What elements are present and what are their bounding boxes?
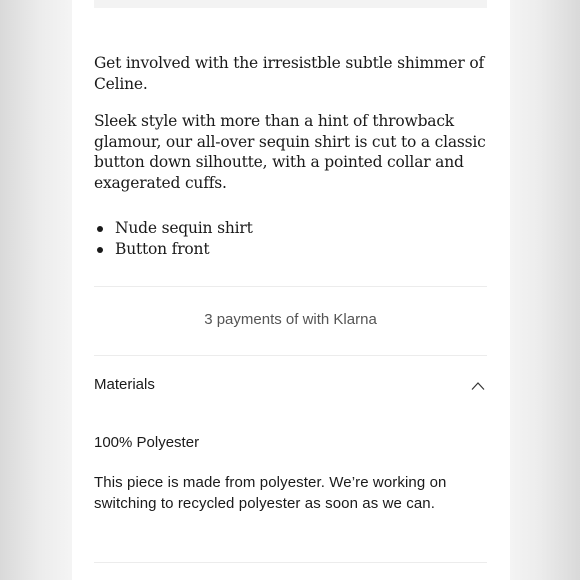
- material-note: This piece is made from polyester. We’re working on switching to recycled polyester as soon as we can.: [94, 474, 447, 512]
- description-body: Sleek style with more than a hint of throwback glamour, our all-over sequin shirt is cut to a classic button down silhoutte, with a pointed collar and exagerated cuffs.: [94, 112, 486, 192]
- divider: [94, 355, 487, 356]
- top-divider-strip: [94, 0, 487, 8]
- list-item: Nude sequin shirt: [94, 218, 494, 239]
- materials-accordion-toggle[interactable]: [94, 374, 487, 398]
- product-details-panel: [72, 0, 510, 580]
- list-item: Button front: [94, 239, 494, 260]
- description-intro: Get involved with the irresistble subtle shimmer of Celine.: [94, 54, 484, 93]
- feature-list: [94, 218, 494, 259]
- accordion-title: Materials: [94, 376, 155, 393]
- chevron-up-icon: [471, 381, 485, 391]
- divider: [94, 562, 487, 563]
- divider: [94, 286, 487, 287]
- klarna-payment-info: 3 payments of with Klarna: [204, 311, 377, 328]
- material-composition: 100% Polyester: [94, 434, 200, 451]
